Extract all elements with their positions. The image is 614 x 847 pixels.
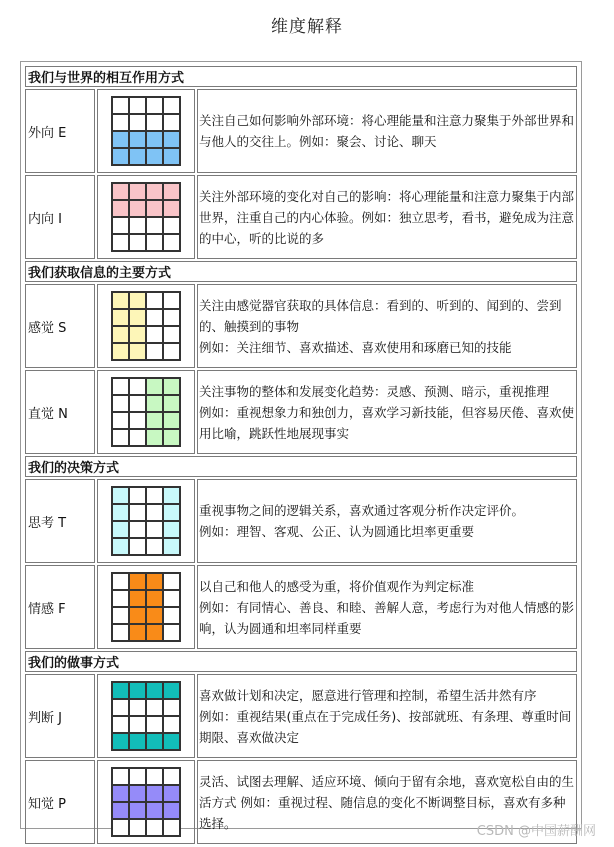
grid-square-empty bbox=[146, 326, 163, 343]
page-title: 维度解释 bbox=[271, 17, 343, 37]
grid-square-filled bbox=[146, 148, 163, 165]
dimension-name: 外向 E bbox=[25, 89, 95, 173]
grid-square-filled bbox=[112, 521, 129, 538]
grid-square-filled bbox=[163, 395, 180, 412]
grid-square-filled bbox=[129, 200, 146, 217]
grid-square-filled bbox=[146, 733, 163, 750]
section-heading: 我们与世界的相互作用方式 bbox=[25, 66, 577, 87]
grid-square-empty bbox=[146, 114, 163, 131]
dimension-row bbox=[25, 479, 577, 563]
grid-square-empty bbox=[163, 326, 180, 343]
grid-square-filled bbox=[112, 504, 129, 521]
grid-square-empty bbox=[112, 412, 129, 429]
grid-square-filled bbox=[112, 183, 129, 200]
dimension-row bbox=[25, 284, 577, 368]
grid-square-filled bbox=[163, 200, 180, 217]
section-header-row bbox=[25, 261, 577, 282]
dimension-grid-icon bbox=[111, 681, 181, 751]
grid-square-empty bbox=[112, 217, 129, 234]
grid-square-filled bbox=[146, 183, 163, 200]
dimension-row bbox=[25, 89, 577, 173]
grid-square-filled bbox=[163, 733, 180, 750]
section-header-row bbox=[25, 651, 577, 672]
grid-square-filled bbox=[146, 378, 163, 395]
grid-square-empty bbox=[146, 699, 163, 716]
dimension-description: 喜欢做计划和决定，愿意进行管理和控制，希望生活井然有序 例如：重视结果(重点在于完成任务)、按部就班、有条理、尊重时间期限、喜欢做决定 bbox=[197, 674, 577, 758]
dimension-description: 以自己和他人的感受为重，将价值观作为判定标准 例如：有同情心、善良、和睦、善解人意，考虑行为对他人情感的影响，认为圆通和坦率同样重要 bbox=[197, 565, 577, 649]
dimension-table bbox=[23, 64, 579, 846]
dimension-grid-icon bbox=[111, 182, 181, 252]
grid-square-filled bbox=[129, 131, 146, 148]
grid-square-empty bbox=[112, 97, 129, 114]
section-heading: 我们获取信息的主要方式 bbox=[25, 261, 577, 282]
grid-square-filled bbox=[112, 682, 129, 699]
grid-square-filled bbox=[163, 521, 180, 538]
grid-square-empty bbox=[163, 590, 180, 607]
dimension-description: 关注外部环境的变化对自己的影响：将心理能量和注意力聚集于内部世界，注重自己的内心体验。例如：独立思考，看书，避免成为注意的中心，听的比说的多 bbox=[197, 175, 577, 259]
grid-square-empty bbox=[129, 429, 146, 446]
grid-square-filled bbox=[146, 395, 163, 412]
dimension-row bbox=[25, 175, 577, 259]
grid-square-filled bbox=[146, 802, 163, 819]
grid-square-empty bbox=[163, 819, 180, 836]
grid-square-empty bbox=[163, 292, 180, 309]
grid-square-empty bbox=[146, 234, 163, 251]
grid-square-filled bbox=[129, 148, 146, 165]
grid-square-filled bbox=[112, 343, 129, 360]
dimension-name: 直觉 N bbox=[25, 370, 95, 454]
grid-square-empty bbox=[129, 378, 146, 395]
grid-square-empty bbox=[129, 234, 146, 251]
grid-square-empty bbox=[112, 624, 129, 641]
grid-square-empty bbox=[112, 395, 129, 412]
grid-square-empty bbox=[129, 412, 146, 429]
dimension-name: 内向 I bbox=[25, 175, 95, 259]
grid-square-empty bbox=[146, 521, 163, 538]
grid-square-filled bbox=[112, 309, 129, 326]
grid-square-filled bbox=[129, 309, 146, 326]
section-header-row bbox=[25, 66, 577, 87]
grid-square-filled bbox=[163, 378, 180, 395]
dimension-grid-cell bbox=[97, 565, 195, 649]
dimension-name: 知觉 P bbox=[25, 760, 95, 844]
grid-square-filled bbox=[163, 487, 180, 504]
grid-square-empty bbox=[112, 768, 129, 785]
grid-square-filled bbox=[146, 412, 163, 429]
grid-square-filled bbox=[129, 785, 146, 802]
grid-square-filled bbox=[112, 200, 129, 217]
grid-square-filled bbox=[146, 624, 163, 641]
dimension-row bbox=[25, 370, 577, 454]
grid-square-empty bbox=[146, 716, 163, 733]
section-header-row bbox=[25, 456, 577, 477]
grid-square-empty bbox=[112, 716, 129, 733]
section-heading: 我们的决策方式 bbox=[25, 456, 577, 477]
grid-square-empty bbox=[129, 504, 146, 521]
grid-square-filled bbox=[163, 412, 180, 429]
grid-square-empty bbox=[112, 114, 129, 131]
grid-square-empty bbox=[163, 716, 180, 733]
dimension-grid-cell bbox=[97, 175, 195, 259]
grid-square-filled bbox=[146, 131, 163, 148]
grid-square-empty bbox=[129, 97, 146, 114]
dimension-description: 关注自己如何影响外部环境：将心理能量和注意力聚集于外部世界和与他人的交往上。例如：聚会、讨论、聊天 bbox=[197, 89, 577, 173]
grid-square-filled bbox=[163, 504, 180, 521]
dimension-description: 关注事物的整体和发展变化趋势：灵感、预测、暗示，重视推理 例如：重视想象力和独创力，喜欢学习新技能，但容易厌倦、喜欢使用比喻，跳跃性地展现事实 bbox=[197, 370, 577, 454]
grid-square-empty bbox=[129, 521, 146, 538]
dimension-grid-icon bbox=[111, 486, 181, 556]
grid-square-empty bbox=[146, 768, 163, 785]
grid-square-empty bbox=[129, 538, 146, 555]
dimension-grid-cell bbox=[97, 370, 195, 454]
grid-square-empty bbox=[112, 234, 129, 251]
grid-square-filled bbox=[146, 607, 163, 624]
dimension-grid-icon bbox=[111, 377, 181, 447]
grid-square-empty bbox=[163, 217, 180, 234]
grid-square-filled bbox=[112, 148, 129, 165]
grid-square-empty bbox=[112, 590, 129, 607]
grid-square-empty bbox=[146, 97, 163, 114]
grid-square-empty bbox=[129, 217, 146, 234]
dimension-name: 判断 J bbox=[25, 674, 95, 758]
grid-square-empty bbox=[146, 343, 163, 360]
grid-square-empty bbox=[146, 292, 163, 309]
dimension-row bbox=[25, 565, 577, 649]
grid-square-filled bbox=[112, 802, 129, 819]
grid-square-empty bbox=[146, 819, 163, 836]
dimension-grid-cell bbox=[97, 674, 195, 758]
grid-square-filled bbox=[112, 538, 129, 555]
grid-square-filled bbox=[146, 590, 163, 607]
grid-square-empty bbox=[129, 699, 146, 716]
dimension-grid-icon bbox=[111, 291, 181, 361]
dimension-name: 感觉 S bbox=[25, 284, 95, 368]
grid-square-filled bbox=[112, 131, 129, 148]
grid-square-filled bbox=[163, 131, 180, 148]
dimension-name: 思考 T bbox=[25, 479, 95, 563]
grid-square-filled bbox=[163, 183, 180, 200]
grid-square-empty bbox=[163, 573, 180, 590]
grid-square-empty bbox=[163, 114, 180, 131]
grid-square-empty bbox=[112, 378, 129, 395]
grid-square-empty bbox=[163, 624, 180, 641]
grid-square-filled bbox=[163, 429, 180, 446]
grid-square-filled bbox=[129, 733, 146, 750]
grid-square-empty bbox=[112, 573, 129, 590]
grid-square-filled bbox=[163, 802, 180, 819]
grid-square-filled bbox=[129, 624, 146, 641]
grid-square-empty bbox=[112, 607, 129, 624]
dimension-grid-icon bbox=[111, 767, 181, 837]
grid-square-filled bbox=[112, 785, 129, 802]
watermark: CSDN @中国薪酬网 bbox=[476, 824, 596, 839]
grid-square-empty bbox=[146, 487, 163, 504]
grid-square-filled bbox=[112, 733, 129, 750]
grid-square-filled bbox=[129, 183, 146, 200]
dimension-grid-icon bbox=[111, 96, 181, 166]
dimension-grid-cell bbox=[97, 89, 195, 173]
grid-square-empty bbox=[163, 699, 180, 716]
dimension-grid-icon bbox=[111, 572, 181, 642]
grid-square-empty bbox=[146, 217, 163, 234]
grid-square-filled bbox=[129, 573, 146, 590]
grid-square-empty bbox=[129, 819, 146, 836]
grid-square-empty bbox=[129, 487, 146, 504]
grid-square-filled bbox=[129, 590, 146, 607]
grid-square-filled bbox=[146, 429, 163, 446]
grid-square-empty bbox=[112, 819, 129, 836]
grid-square-empty bbox=[163, 309, 180, 326]
grid-square-empty bbox=[163, 343, 180, 360]
grid-square-filled bbox=[129, 292, 146, 309]
dimension-grid-cell bbox=[97, 760, 195, 844]
grid-square-empty bbox=[163, 607, 180, 624]
dimension-grid-cell bbox=[97, 479, 195, 563]
dimension-description: 灵活、试图去理解、适应环境、倾向于留有余地，喜欢宽松自由的生活方式 例如：重视过程、随信息的变化不断调整目标，喜欢有多种选择。 bbox=[197, 760, 577, 844]
grid-square-filled bbox=[129, 343, 146, 360]
grid-square-filled bbox=[146, 573, 163, 590]
grid-square-empty bbox=[163, 234, 180, 251]
grid-square-filled bbox=[163, 682, 180, 699]
dimension-row bbox=[25, 674, 577, 758]
grid-square-filled bbox=[146, 200, 163, 217]
dimension-description: 重视事物之间的逻辑关系，喜欢通过客观分析作决定评价。 例如：理智、客观、公正、认为圆通比坦率更重要 bbox=[197, 479, 577, 563]
grid-square-filled bbox=[129, 682, 146, 699]
grid-square-empty bbox=[129, 395, 146, 412]
grid-square-empty bbox=[112, 699, 129, 716]
dimension-grid-cell bbox=[97, 284, 195, 368]
grid-square-empty bbox=[112, 429, 129, 446]
dimension-description: 关注由感觉器官获取的具体信息：看到的、听到的、闻到的、尝到的、触摸到的事物 例如：关注细节、喜欢描述、喜欢使用和琢磨已知的技能 bbox=[197, 284, 577, 368]
grid-square-filled bbox=[129, 607, 146, 624]
grid-square-filled bbox=[163, 148, 180, 165]
dimension-name: 情感 F bbox=[25, 565, 95, 649]
grid-square-empty bbox=[129, 716, 146, 733]
grid-square-filled bbox=[129, 802, 146, 819]
grid-square-empty bbox=[146, 309, 163, 326]
grid-square-empty bbox=[163, 97, 180, 114]
grid-square-filled bbox=[146, 682, 163, 699]
grid-square-filled bbox=[112, 326, 129, 343]
grid-square-filled bbox=[112, 487, 129, 504]
grid-square-empty bbox=[146, 504, 163, 521]
grid-square-empty bbox=[146, 538, 163, 555]
grid-square-filled bbox=[146, 785, 163, 802]
grid-square-filled bbox=[163, 538, 180, 555]
section-heading: 我们的做事方式 bbox=[25, 651, 577, 672]
grid-square-filled bbox=[112, 292, 129, 309]
grid-square-empty bbox=[129, 114, 146, 131]
grid-square-empty bbox=[129, 768, 146, 785]
grid-square-filled bbox=[129, 326, 146, 343]
grid-square-empty bbox=[163, 768, 180, 785]
dimension-table-frame bbox=[20, 61, 582, 829]
grid-square-filled bbox=[163, 785, 180, 802]
